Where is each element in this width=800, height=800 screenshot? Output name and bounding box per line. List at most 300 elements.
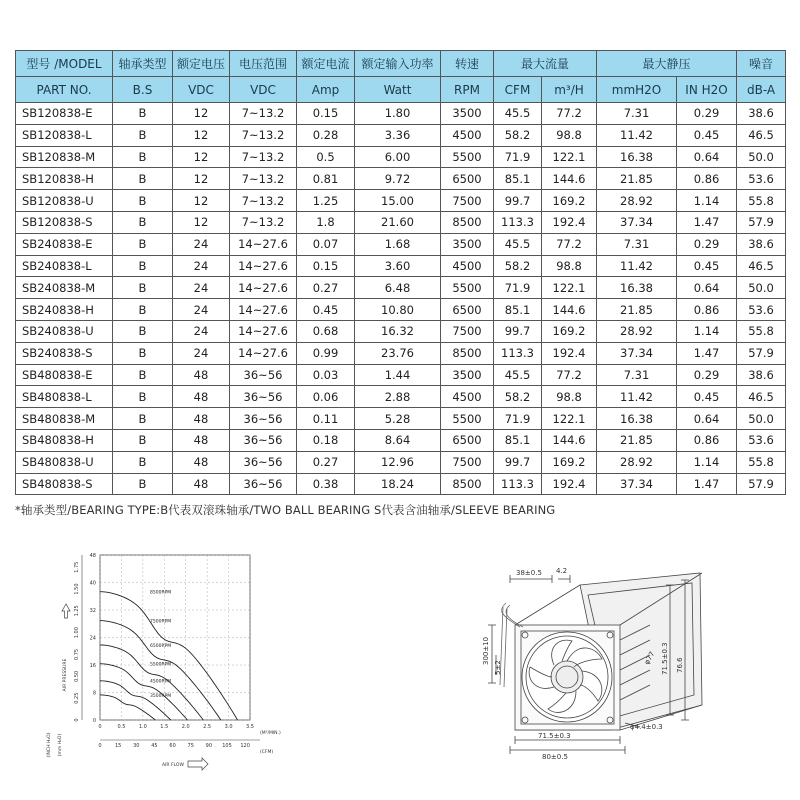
table-cell: B xyxy=(113,124,173,146)
plot-frame xyxy=(100,555,250,720)
table-cell: 1.14 xyxy=(677,451,737,473)
spec-table-body xyxy=(16,103,786,495)
table-cell: 11.42 xyxy=(597,386,677,408)
table-cell: B xyxy=(113,473,173,495)
y-tick-label-inch: 0.75 xyxy=(74,648,80,661)
y-unit-inner: (mm H₂O) xyxy=(58,733,63,757)
col-model: 型号 /MODEL xyxy=(16,51,113,77)
table-cell: 48 xyxy=(173,364,230,386)
table-row xyxy=(16,103,786,125)
x-tick-label-cfm: 45 xyxy=(151,743,158,749)
table-cell: 14~27.6 xyxy=(230,299,297,321)
dim-depth: 38±0.5 xyxy=(516,569,542,577)
table-cell: 169.2 xyxy=(542,451,597,473)
spec-table xyxy=(15,50,786,495)
table-cell: 6500 xyxy=(441,299,494,321)
table-cell: 48 xyxy=(173,451,230,473)
table-cell: 53.6 xyxy=(737,429,786,451)
table-cell: 11.42 xyxy=(597,124,677,146)
table-cell: 113.3 xyxy=(494,473,542,495)
table-cell: 38.6 xyxy=(737,233,786,255)
table-cell: 5500 xyxy=(441,277,494,299)
table-cell: 7.31 xyxy=(597,364,677,386)
table-cell: 45.5 xyxy=(494,364,542,386)
y-tick-label: 16 xyxy=(89,663,96,669)
table-cell: 98.8 xyxy=(542,255,597,277)
table-cell: 24 xyxy=(173,255,230,277)
part-number-cell: SB120838-U xyxy=(16,190,113,212)
header-row-2 xyxy=(16,77,786,103)
x-tick-label-cfm: 15 xyxy=(114,743,122,749)
table-cell: 37.34 xyxy=(597,342,677,364)
y-tick-label-inch: 0.25 xyxy=(74,692,80,704)
table-cell: 0.27 xyxy=(297,451,355,473)
table-row xyxy=(16,408,786,430)
y-tick-label: 40 xyxy=(89,580,96,587)
table-cell: 36~56 xyxy=(230,386,297,408)
table-cell: 144.6 xyxy=(542,299,597,321)
table-cell: 98.8 xyxy=(542,386,597,408)
table-cell: 12 xyxy=(173,211,230,233)
bearing-footnote: *轴承类型/BEARING TYPE:B代表双滚珠轴承/TWO BALL BEARING S代表含油轴承/SLEEVE BEARING xyxy=(15,503,556,517)
table-cell: 36~56 xyxy=(230,408,297,430)
table-cell: 24 xyxy=(173,342,230,364)
table-cell: 38.6 xyxy=(737,364,786,386)
table-cell: 0.5 xyxy=(297,146,355,168)
table-cell: 0.64 xyxy=(677,277,737,299)
part-number-cell: SB480838-U xyxy=(16,451,113,473)
table-cell: B xyxy=(113,190,173,212)
table-cell: 192.4 xyxy=(542,473,597,495)
table-cell: 36~56 xyxy=(230,429,297,451)
x-tick-label-cfm: 105 xyxy=(222,743,232,749)
table-cell: 12 xyxy=(173,146,230,168)
table-cell: 16.38 xyxy=(597,408,677,430)
x-tick-label: 3.5 xyxy=(246,724,254,730)
y-tick-label: 24 xyxy=(89,635,96,642)
table-cell: 0.45 xyxy=(677,386,737,408)
table-cell: 50.0 xyxy=(737,146,786,168)
table-cell: 46.5 xyxy=(737,386,786,408)
table-cell: 3500 xyxy=(441,364,494,386)
part-number-cell: SB120838-S xyxy=(16,211,113,233)
table-cell: 48 xyxy=(173,473,230,495)
table-cell: 0.45 xyxy=(677,124,737,146)
table-row xyxy=(16,190,786,212)
y-tick-label-inch: 0.50 xyxy=(74,670,80,682)
table-cell: 85.1 xyxy=(494,429,542,451)
x-tick-label-cfm: 120 xyxy=(240,743,250,749)
table-cell: 14~27.6 xyxy=(230,233,297,255)
table-cell: 144.6 xyxy=(542,168,597,190)
table-row xyxy=(16,451,786,473)
unit-mmh2o: mmH2O xyxy=(597,77,677,103)
table-cell: 1.80 xyxy=(355,103,441,125)
lead-wires xyxy=(502,603,523,627)
col-noise: 噪音 xyxy=(737,51,786,77)
table-cell: 85.1 xyxy=(494,299,542,321)
table-cell: 7500 xyxy=(441,320,494,342)
table-cell: 36~56 xyxy=(230,451,297,473)
table-row xyxy=(16,320,786,342)
table-cell: 14~27.6 xyxy=(230,320,297,342)
table-cell: 77.2 xyxy=(542,233,597,255)
table-cell: 4500 xyxy=(441,255,494,277)
part-number-cell: SB240838-M xyxy=(16,277,113,299)
table-cell: 7.31 xyxy=(597,233,677,255)
table-cell: 99.7 xyxy=(494,451,542,473)
table-cell: 46.5 xyxy=(737,124,786,146)
table-row xyxy=(16,124,786,146)
table-row xyxy=(16,364,786,386)
table-cell: 0.45 xyxy=(297,299,355,321)
table-cell: 0.28 xyxy=(297,124,355,146)
col-rated-current: 额定电流 xyxy=(297,51,355,77)
table-cell: 122.1 xyxy=(542,277,597,299)
table-cell: 0.07 xyxy=(297,233,355,255)
part-number-cell: SB120838-E xyxy=(16,103,113,125)
table-cell: 21.85 xyxy=(597,299,677,321)
table-cell: 0.03 xyxy=(297,364,355,386)
table-cell: B xyxy=(113,408,173,430)
unit-amp: Amp xyxy=(297,77,355,103)
table-cell: 7~13.2 xyxy=(230,146,297,168)
unit-watt: Watt xyxy=(355,77,441,103)
table-cell: 6500 xyxy=(441,429,494,451)
table-cell: 14~27.6 xyxy=(230,255,297,277)
dim-frame-width: 80±0.5 xyxy=(542,753,568,760)
table-cell: 1.47 xyxy=(677,473,737,495)
x-unit-top: (M³/MIN.) xyxy=(260,731,281,736)
table-cell: B xyxy=(113,277,173,299)
dim-lead-length: 300±10 xyxy=(482,636,490,665)
table-cell: 9.72 xyxy=(355,168,441,190)
table-cell: 0.86 xyxy=(677,168,737,190)
table-cell: 0.38 xyxy=(297,473,355,495)
unit-inh2o: IN H2O xyxy=(677,77,737,103)
table-cell: 48 xyxy=(173,408,230,430)
x-tick-label: 1.5 xyxy=(160,724,169,730)
table-cell: 21.85 xyxy=(597,429,677,451)
table-row xyxy=(16,386,786,408)
table-cell: 3500 xyxy=(441,103,494,125)
table-cell: 0.45 xyxy=(677,255,737,277)
table-cell: 0.18 xyxy=(297,429,355,451)
x-unit-bottom: (CFM) xyxy=(260,750,274,755)
table-cell: 24 xyxy=(173,320,230,342)
series-label-4500RPM: 4500RPM xyxy=(150,679,172,685)
y-axis-arrow-icon xyxy=(62,604,70,618)
x-tick-label-cfm: 90 xyxy=(205,743,213,749)
y-axis-title: AIR PRESSURE xyxy=(63,658,68,692)
table-cell: 57.9 xyxy=(737,342,786,364)
table-cell: 10.80 xyxy=(355,299,441,321)
y-tick-label: 32 xyxy=(89,608,96,614)
table-cell: 0.29 xyxy=(677,233,737,255)
table-row xyxy=(16,146,786,168)
table-cell: 58.2 xyxy=(494,124,542,146)
curve-4500RPM xyxy=(100,681,171,720)
part-number-cell: SB120838-L xyxy=(16,124,113,146)
table-cell: 7~13.2 xyxy=(230,168,297,190)
table-cell: 48 xyxy=(173,429,230,451)
table-cell: B xyxy=(113,342,173,364)
table-cell: 71.9 xyxy=(494,146,542,168)
table-cell: 7.31 xyxy=(597,103,677,125)
table-cell: 169.2 xyxy=(542,190,597,212)
table-cell: 21.60 xyxy=(355,211,441,233)
table-cell: B xyxy=(113,211,173,233)
part-number-cell: SB240838-S xyxy=(16,342,113,364)
table-row xyxy=(16,211,786,233)
table-cell: 7~13.2 xyxy=(230,211,297,233)
table-cell: 15.00 xyxy=(355,190,441,212)
dim-inner-v: 76.6 xyxy=(676,657,684,673)
table-cell: 8500 xyxy=(441,211,494,233)
table-cell: 18.24 xyxy=(355,473,441,495)
table-cell: 50.0 xyxy=(737,277,786,299)
table-cell: 24 xyxy=(173,299,230,321)
table-cell: 0.81 xyxy=(297,168,355,190)
table-cell: 7~13.2 xyxy=(230,124,297,146)
table-cell: B xyxy=(113,386,173,408)
table-cell: 0.27 xyxy=(297,277,355,299)
table-cell: 28.92 xyxy=(597,190,677,212)
y-tick-label: 0 xyxy=(92,718,96,724)
table-cell: 144.6 xyxy=(542,429,597,451)
table-cell: B xyxy=(113,103,173,125)
table-cell: 37.34 xyxy=(597,473,677,495)
table-cell: 0.86 xyxy=(677,429,737,451)
table-cell: 0.29 xyxy=(677,364,737,386)
table-cell: 6500 xyxy=(441,168,494,190)
table-cell: 85.1 xyxy=(494,168,542,190)
table-cell: 12.96 xyxy=(355,451,441,473)
table-cell: 53.6 xyxy=(737,299,786,321)
table-row xyxy=(16,255,786,277)
table-cell: 12 xyxy=(173,190,230,212)
table-cell: 99.7 xyxy=(494,190,542,212)
dim-hole-pitch-v: 71.5±0.3 xyxy=(661,642,669,675)
table-row xyxy=(16,429,786,451)
part-number-cell: SB480838-H xyxy=(16,429,113,451)
table-cell: 6.48 xyxy=(355,277,441,299)
table-cell: B xyxy=(113,429,173,451)
y-tick-label-inch: 1.25 xyxy=(74,605,80,617)
col-rated-voltage: 额定电压 xyxy=(173,51,230,77)
table-cell: 23.76 xyxy=(355,342,441,364)
unit-dba: dB-A xyxy=(737,77,786,103)
table-cell: 77.2 xyxy=(542,364,597,386)
part-number-cell: SB240838-H xyxy=(16,299,113,321)
table-cell: B xyxy=(113,255,173,277)
table-cell: 12 xyxy=(173,103,230,125)
part-number-cell: SB480838-L xyxy=(16,386,113,408)
table-cell: B xyxy=(113,364,173,386)
col-voltage-range: 电压范围 xyxy=(230,51,297,77)
table-cell: 4500 xyxy=(441,386,494,408)
x-tick-label: 2.5 xyxy=(203,724,212,730)
table-cell: 45.5 xyxy=(494,103,542,125)
table-cell: 192.4 xyxy=(542,211,597,233)
x-axis-arrow-icon xyxy=(188,758,208,770)
part-number-cell: SB480838-S xyxy=(16,473,113,495)
unit-rpm: RPM xyxy=(441,77,494,103)
table-cell: 7500 xyxy=(441,190,494,212)
table-cell: 0.29 xyxy=(677,103,737,125)
table-cell: 21.85 xyxy=(597,168,677,190)
table-cell: 0.15 xyxy=(297,103,355,125)
series-label-3500RPM: 3500RPM xyxy=(150,693,172,699)
table-cell: 57.9 xyxy=(737,473,786,495)
part-number-cell: SB120838-M xyxy=(16,146,113,168)
table-cell: B xyxy=(113,233,173,255)
table-cell: 16.38 xyxy=(597,277,677,299)
y-tick-label-inch: 1.50 xyxy=(74,583,80,595)
table-cell: 0.06 xyxy=(297,386,355,408)
table-cell: 6.00 xyxy=(355,146,441,168)
unit-m3h: m³/H xyxy=(542,77,597,103)
unit-vdc-range: VDC xyxy=(230,77,297,103)
col-bearing: 轴承类型 xyxy=(113,51,173,77)
table-row xyxy=(16,277,786,299)
part-number-cell: SB240838-U xyxy=(16,320,113,342)
table-cell: 2.88 xyxy=(355,386,441,408)
table-cell: 8500 xyxy=(441,342,494,364)
x-tick-label: 2.0 xyxy=(181,724,190,730)
table-cell: 12 xyxy=(173,124,230,146)
table-cell: 16.32 xyxy=(355,320,441,342)
table-cell: 14~27.6 xyxy=(230,342,297,364)
table-cell: 1.14 xyxy=(677,190,737,212)
y-tick-label-inch: 1.75 xyxy=(74,561,80,573)
table-cell: B xyxy=(113,299,173,321)
table-cell: 77.2 xyxy=(542,103,597,125)
table-row xyxy=(16,168,786,190)
table-cell: 1.47 xyxy=(677,211,737,233)
table-cell: 1.68 xyxy=(355,233,441,255)
table-cell: 55.8 xyxy=(737,451,786,473)
table-cell: 8500 xyxy=(441,473,494,495)
table-cell: 58.2 xyxy=(494,386,542,408)
table-cell: 14~27.6 xyxy=(230,277,297,299)
table-cell: 46.5 xyxy=(737,255,786,277)
table-cell: 55.8 xyxy=(737,190,786,212)
dim-hole-diameter: φ4.4±0.3 xyxy=(630,723,663,731)
table-row xyxy=(16,299,786,321)
x-tick-label-cfm: 75 xyxy=(187,743,194,749)
series-label-5500RPM: 5500RPM xyxy=(150,662,172,668)
table-cell: 0.68 xyxy=(297,320,355,342)
table-cell: 48 xyxy=(173,386,230,408)
col-speed: 转速 xyxy=(441,51,494,77)
x-tick-label: 3.0 xyxy=(224,724,233,730)
table-row xyxy=(16,342,786,364)
table-row xyxy=(16,473,786,495)
table-cell: 5500 xyxy=(441,146,494,168)
fan-dimension-drawing xyxy=(470,555,760,760)
curve-3500RPM xyxy=(100,695,155,720)
chart-curves xyxy=(100,592,238,720)
header-row-1 xyxy=(16,51,786,77)
x-tick-label-cfm: 0 xyxy=(98,743,102,749)
table-cell: 24 xyxy=(173,233,230,255)
part-number-cell: SB480838-M xyxy=(16,408,113,430)
table-cell: 7~13.2 xyxy=(230,103,297,125)
unit-part-no: PART NO. xyxy=(16,77,113,103)
unit-cfm: CFM xyxy=(494,77,542,103)
table-cell: 7500 xyxy=(441,451,494,473)
table-cell: 0.15 xyxy=(297,255,355,277)
table-cell: 55.8 xyxy=(737,320,786,342)
table-cell: 5500 xyxy=(441,408,494,430)
y-unit-outer: (INCH H₂O) xyxy=(47,732,52,758)
table-cell: 28.92 xyxy=(597,320,677,342)
table-cell: 0.11 xyxy=(297,408,355,430)
dim-diameter: φ77 xyxy=(642,650,657,666)
col-max-pressure: 最大静压 xyxy=(597,51,737,77)
col-rated-power: 额定输入功率 xyxy=(355,51,441,77)
table-cell: 45.5 xyxy=(494,233,542,255)
table-cell: 99.7 xyxy=(494,320,542,342)
table-cell: 5.28 xyxy=(355,408,441,430)
table-cell: 38.6 xyxy=(737,103,786,125)
table-cell: 11.42 xyxy=(597,255,677,277)
col-max-airflow: 最大流量 xyxy=(494,51,597,77)
table-cell: 57.9 xyxy=(737,211,786,233)
dim-flange: 4.2 xyxy=(556,567,568,575)
series-label-7500RPM: 7500RPM xyxy=(150,619,172,625)
part-number-cell: SB240838-L xyxy=(16,255,113,277)
table-cell: 3500 xyxy=(441,233,494,255)
table-cell: 37.34 xyxy=(597,211,677,233)
table-cell: 169.2 xyxy=(542,320,597,342)
part-number-cell: SB240838-E xyxy=(16,233,113,255)
table-cell: 122.1 xyxy=(542,146,597,168)
table-cell: 8.64 xyxy=(355,429,441,451)
part-number-cell: SB120838-H xyxy=(16,168,113,190)
x-tick-label: 0.5 xyxy=(117,724,126,730)
table-cell: 0.99 xyxy=(297,342,355,364)
table-cell: 0.64 xyxy=(677,408,737,430)
table-cell: 1.44 xyxy=(355,364,441,386)
x-tick-label-cfm: 30 xyxy=(133,743,140,749)
table-cell: 24 xyxy=(173,277,230,299)
table-cell: B xyxy=(113,451,173,473)
table-cell: 71.9 xyxy=(494,408,542,430)
y-tick-label-inch: 0 xyxy=(74,718,80,722)
unit-bs: B.S xyxy=(113,77,173,103)
table-cell: 7~13.2 xyxy=(230,190,297,212)
table-cell: 16.38 xyxy=(597,146,677,168)
table-cell: 53.6 xyxy=(737,168,786,190)
table-cell: 1.14 xyxy=(677,320,737,342)
table-cell: 3.60 xyxy=(355,255,441,277)
table-cell: 4500 xyxy=(441,124,494,146)
table-cell: 0.86 xyxy=(677,299,737,321)
table-cell: 58.2 xyxy=(494,255,542,277)
table-cell: 1.25 xyxy=(297,190,355,212)
table-row xyxy=(16,233,786,255)
part-number-cell: SB480838-E xyxy=(16,364,113,386)
dim-hole-pitch-h: 71.5±0.3 xyxy=(538,732,571,740)
table-cell: 98.8 xyxy=(542,124,597,146)
unit-vdc: VDC xyxy=(173,77,230,103)
table-cell: 36~56 xyxy=(230,473,297,495)
table-cell: 0.64 xyxy=(677,146,737,168)
y-tick-label: 8 xyxy=(92,690,96,697)
table-cell: 1.47 xyxy=(677,342,737,364)
